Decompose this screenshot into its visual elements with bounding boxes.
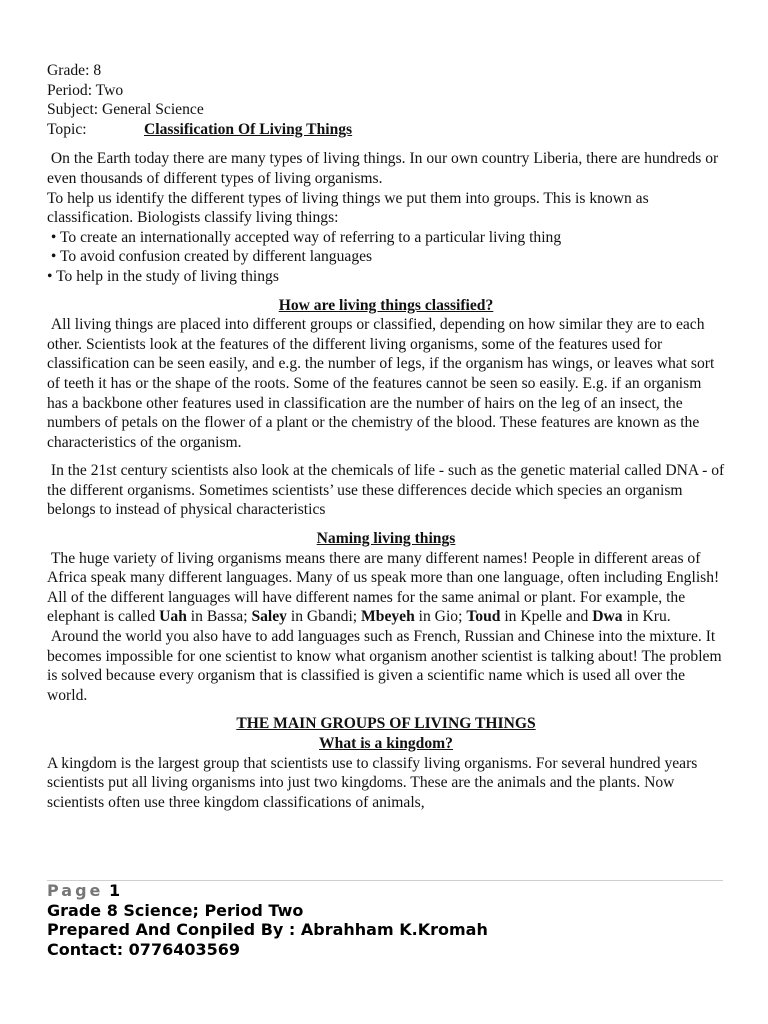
kingdom-paragraph-1: A kingdom is the largest group that scientists use to classify living organisms. For several hundred years scientists put all living organisms into just two kingdoms. These are the animals and the plants. Now scientists often use three kingdom classifications of animals, <box>47 754 698 811</box>
topic-title: Classification Of Living Things <box>144 120 353 138</box>
classified-paragraph-2: In the 21st century scientists also look at the chemicals of life - such as the genetic material called DNA - of the different organisms. Sometimes scientists’ use these differences decide which species an organism belongs to instead of physical characteristics <box>47 462 729 519</box>
elephant-name-kpelle: Toud <box>466 608 501 626</box>
page-footer <box>47 880 723 959</box>
naming-paragraph-1: The huge variety of living organisms means there are many different names! People in different areas of Africa speak many different languages. Many of us speak more than one language, often including English! <box>47 549 720 587</box>
naming-paragraph-2: All of the different languages will have different names for the same animal or plant. For example, the elephant is called Uah in Bassa; Saley in Gbandi; Mbeyeh in Gio; Toud in Kpelle and Dwa in Kru. <box>47 588 686 626</box>
topic-label: Topic: <box>47 120 87 138</box>
footer-author-line: Prepared And Conpiled By : Abrahham K.Kromah <box>47 920 488 940</box>
page-indicator <box>47 881 723 901</box>
intro-paragraph-2: To help us identify the different types of living things we put them into groups. This is known as classification. Biologists classify living things: <box>47 189 649 227</box>
elephant-name-gbandi: Saley <box>251 608 287 626</box>
elephant-name-bassa: Uah <box>159 608 187 626</box>
page-number: 1 <box>108 881 121 900</box>
grade-line: Grade: 8 <box>47 62 102 79</box>
section-heading-classified: How are living things classified? <box>278 296 494 314</box>
classified-paragraph-1: All living things are placed into different groups or classified, depending on how similar they are to each other. Scientists look at the features of the different living organisms, some of the features used for classification can be seen easily, and e.g. the number of legs, if the organism has wings, or leaves what sort of teeth it has or the shape of the roots. Some of the features cannot be seen so easily. E.g. if an organism has a backbone other features used in classification are the number of hairs on the leg of an insect, the numbers of petals on the flower of a plant or the chemistry of the blood. These features are known as the characteristics of the organism. <box>47 316 719 451</box>
elephant-name-gio: Mbeyeh <box>361 608 415 626</box>
footer-contact-line: Contact: 0776403569 <box>47 939 240 959</box>
subject-line: Subject: General Science <box>47 101 204 119</box>
document-body <box>47 61 729 812</box>
bullet-item: • To create an internationally accepted way of referring to a particular living thing <box>47 228 562 246</box>
section-heading-main-groups: THE MAIN GROUPS OF LIVING THINGS <box>236 715 536 733</box>
footer-course-line: Grade 8 Science; Period Two <box>47 900 304 920</box>
topic-line <box>47 120 725 140</box>
bullet-item: • To help in the study of living things <box>47 267 279 285</box>
naming-paragraph-3: Around the world you also have to add languages such as French, Russian and Chinese into the mixture. It becomes impossible for one scientist to know what organism another scientist is talking about! The problem is solved because every organism that is classified is given a scientific name which is used all over the world. <box>47 628 726 704</box>
elephant-name-kru: Dwa <box>592 608 623 626</box>
section-heading-naming: Naming living things <box>316 530 456 548</box>
bullet-item: • To avoid confusion created by different languages <box>47 248 373 266</box>
intro-paragraph-1: On the Earth today there are many types of living things. In our own country Liberia, there are hundreds or even thousands of different types of living organisms. <box>47 150 723 187</box>
page-label: Page <box>47 881 104 900</box>
period-line: Period: Two <box>47 81 124 99</box>
section-subheading-kingdom: What is a kingdom? <box>319 735 453 752</box>
